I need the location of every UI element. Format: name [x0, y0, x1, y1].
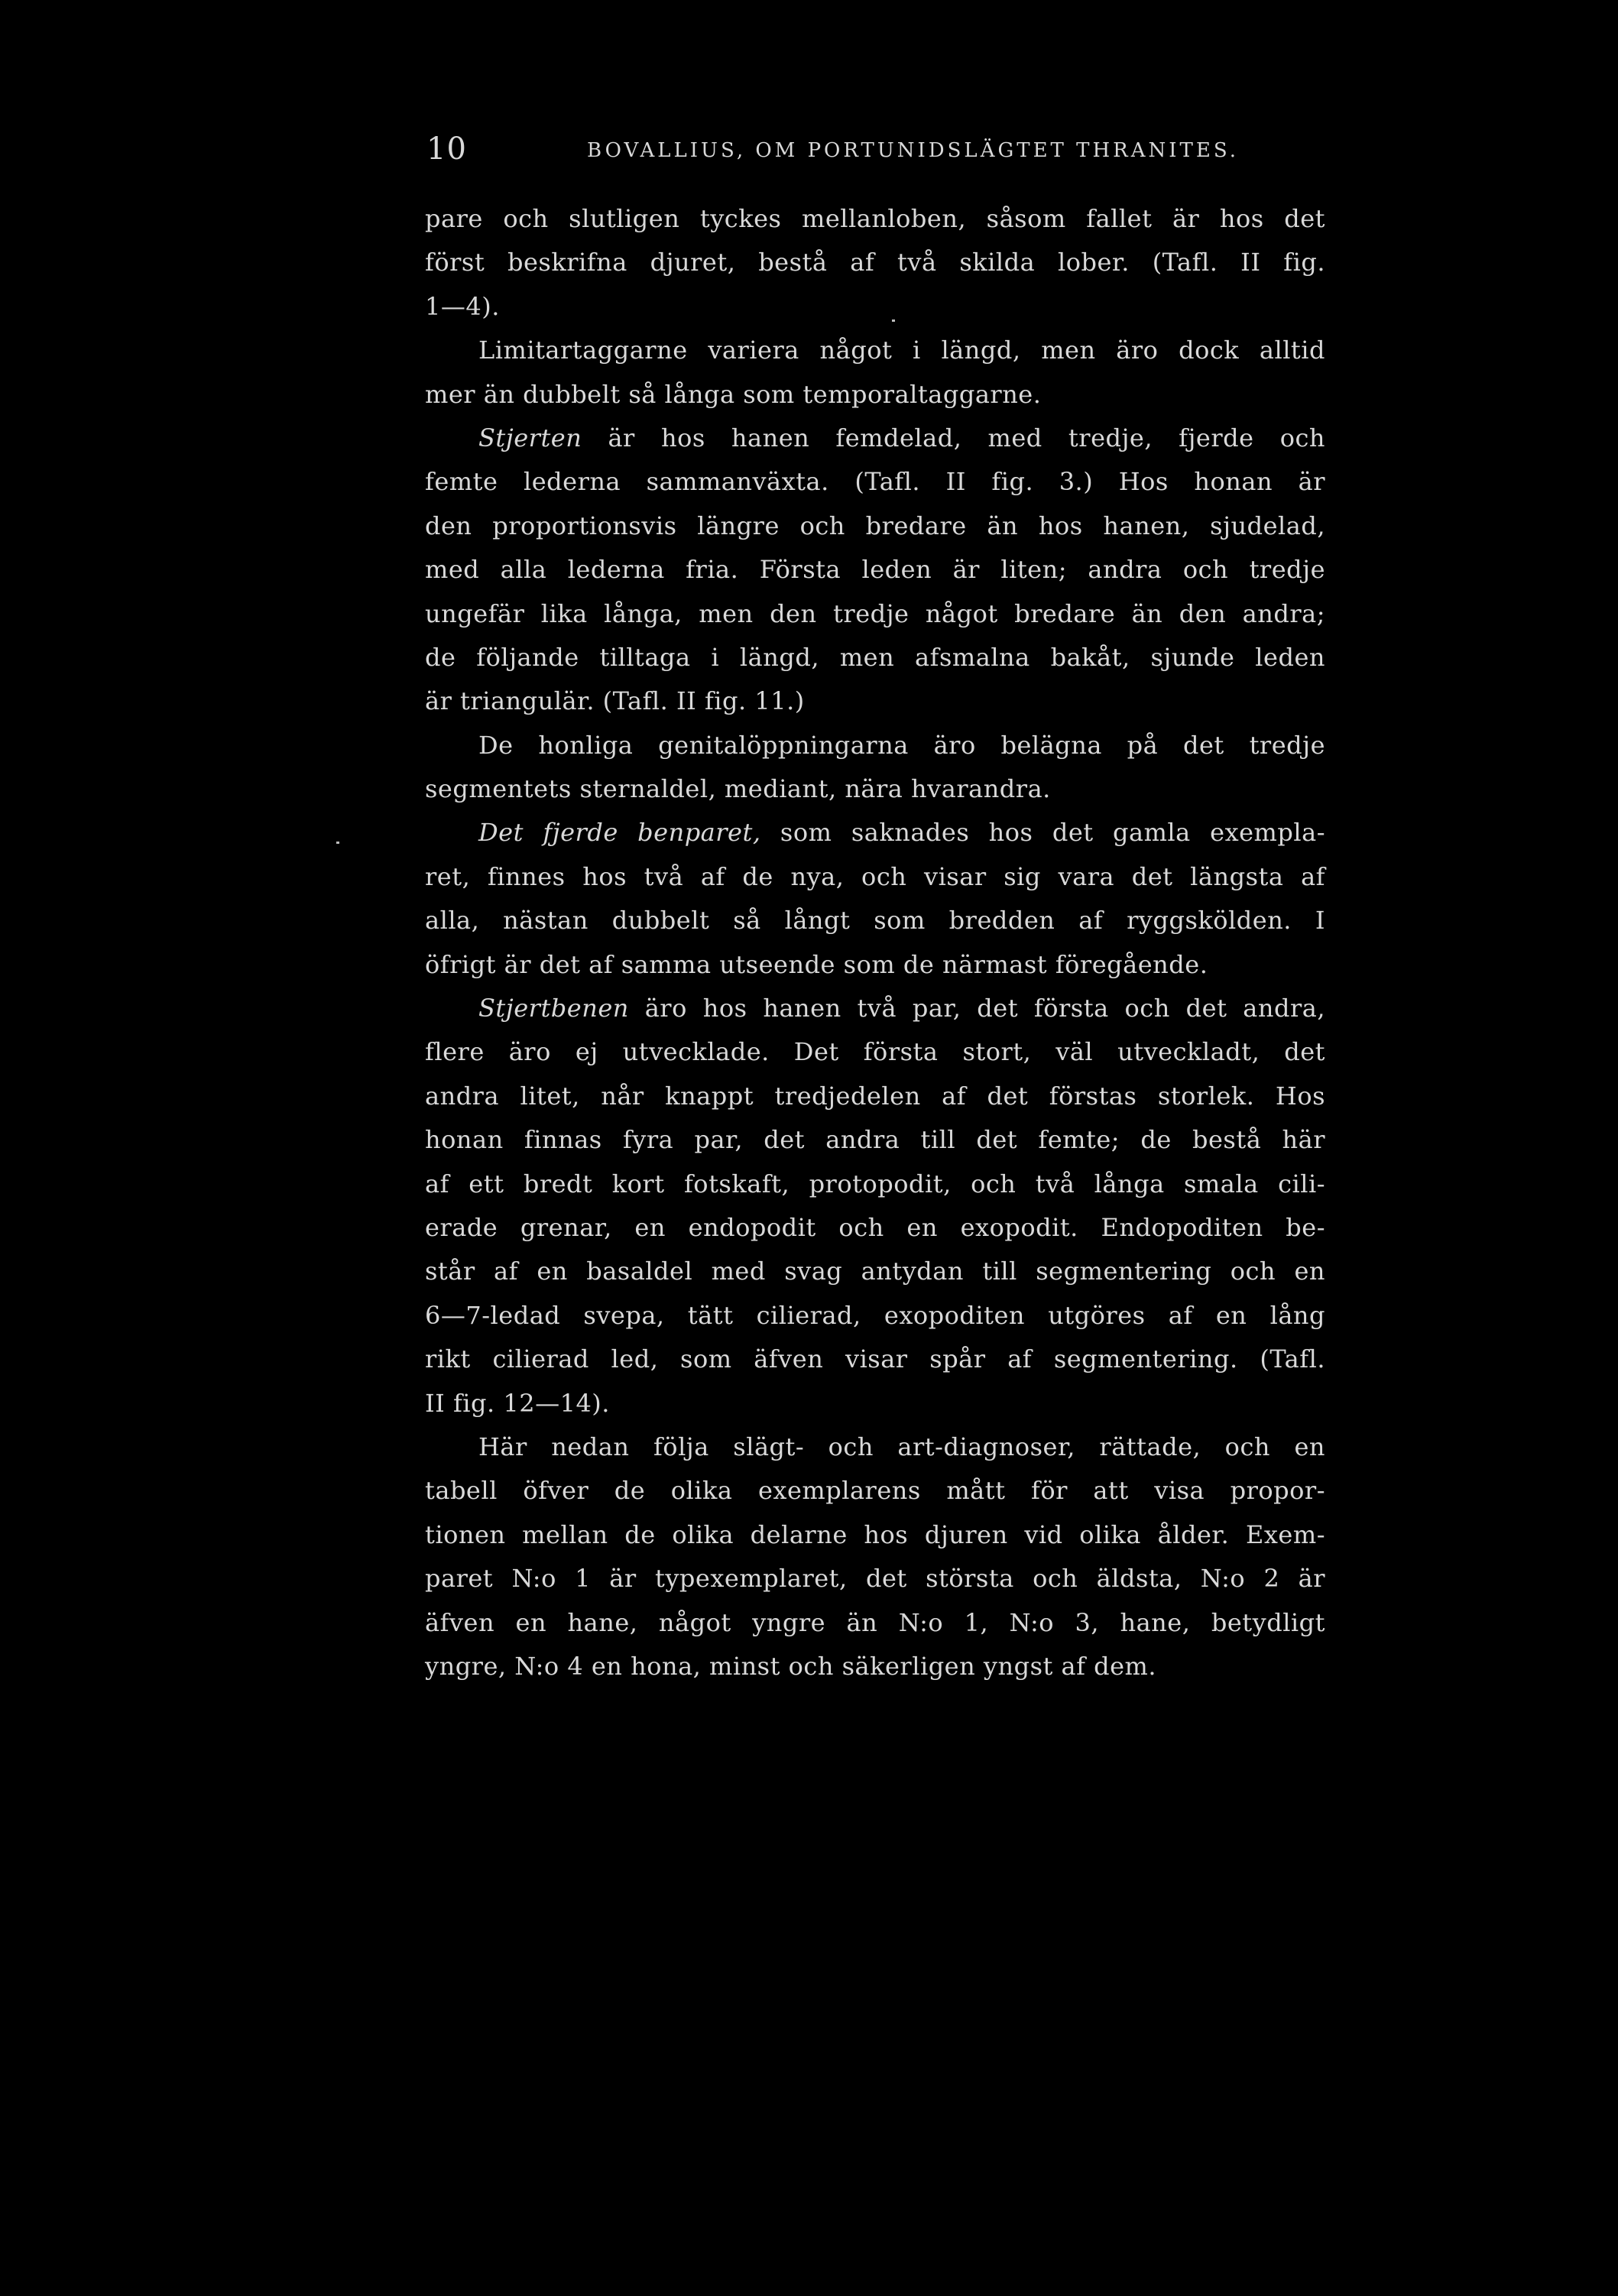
- text-line: [425, 241, 1325, 284]
- line-text: mer än dubbelt så långa som temporaltaggarne.: [425, 379, 1042, 409]
- line-text: andra litet, når knappt tredjedelen af det förstas storlek. Hos: [425, 1081, 1325, 1111]
- line-text: segmentets sternaldel, mediant, nära hvarandra.: [425, 774, 1051, 804]
- text-line: [425, 1645, 1325, 1688]
- text-line: [425, 1338, 1325, 1381]
- text-line: [425, 987, 1325, 1030]
- line-text: äfven en hane, något yngre än N:o 1, N:o 3, hane, betydligt: [425, 1607, 1325, 1637]
- text-line: [425, 1075, 1325, 1118]
- page-number: 10: [426, 131, 467, 167]
- line-text: femte lederna sammanväxta. (Tafl. II fig. 3.) Hos honan är: [425, 467, 1325, 497]
- text-line: [425, 1469, 1325, 1513]
- text-line: [425, 1206, 1325, 1250]
- text-line: [425, 1513, 1325, 1557]
- line-text: af ett bredt kort fotskaft, protopodit, och två långa smala cili-: [425, 1169, 1325, 1198]
- line-text: som saknades hos det gamla exempla-: [760, 818, 1326, 848]
- text-line: [425, 855, 1325, 899]
- text-line: [425, 811, 1325, 855]
- line-text: rikt cilierad led, som äfven visar spår af segmentering. (Tafl.: [425, 1344, 1325, 1374]
- text-line: [425, 1425, 1325, 1469]
- text-line: [425, 899, 1325, 942]
- line-text: ungefär lika långa, men den tredje något bredare än den andra;: [425, 598, 1325, 628]
- line-text: 6—7-ledad svepa, tätt cilierad, exopoditen utgöres af en lång: [425, 1300, 1325, 1330]
- line-text: Här nedan följa slägt- och art-diagnoser, rättade, och en: [478, 1432, 1325, 1461]
- text-line: [425, 724, 1325, 767]
- text-line: [425, 460, 1325, 504]
- text-line: [425, 636, 1325, 679]
- text-line: [425, 1557, 1325, 1600]
- line-text: ret, finnes hos två af de nya, och visar sig vara det längsta af: [425, 861, 1325, 891]
- line-text: yngre, N:o 4 en hona, minst och säkerligen yngst af dem.: [425, 1651, 1157, 1681]
- line-text: 1—4).: [425, 291, 500, 321]
- running-head: [426, 131, 1321, 177]
- line-text: De honliga genitalöppningarna äro belägna på det tredje: [478, 730, 1325, 760]
- body-text: [425, 197, 1325, 1688]
- line-text: de följande tilltaga i längd, men afsmalna bakåt, sjunde leden: [425, 642, 1325, 672]
- italic-term: Stjerten: [478, 423, 582, 452]
- text-line: [425, 548, 1325, 592]
- text-line: [425, 767, 1325, 811]
- text-line: [425, 285, 1325, 329]
- italic-term: Det fjerde benparet,: [478, 818, 761, 848]
- line-text: är hos hanen femdelad, med tredje, fjerde och: [582, 423, 1325, 452]
- line-text: med alla lederna fria. Första leden är liten; andra och tredje: [425, 555, 1325, 585]
- running-title: BOVALLIUS, OM PORTUNIDSLÄGTET THRANITES.: [587, 139, 1240, 162]
- line-text: erade grenar, en endopodit och en exopodit. Endopoditen be-: [425, 1212, 1325, 1242]
- text-line: [425, 417, 1325, 460]
- line-text: honan finnas fyra par, det andra till det femte; de bestå här: [425, 1125, 1325, 1155]
- line-text: alla, nästan dubbelt så långt som bredden af ryggskölden. I: [425, 906, 1325, 936]
- text-line: [425, 1294, 1325, 1338]
- line-text: äro hos hanen två par, det första och det andra,: [628, 994, 1325, 1023]
- text-line: [425, 1118, 1325, 1162]
- text-line: [425, 197, 1325, 241]
- scan-speck: [892, 319, 895, 322]
- line-text: Limitartaggarne variera något i längd, men äro dock alltid: [478, 336, 1325, 365]
- line-text: den proportionsvis längre och bredare än hos hanen, sjudelad,: [425, 511, 1325, 540]
- scan-speck: [336, 842, 339, 844]
- line-text: står af en basaldel med svag antydan till segmentering och en: [425, 1257, 1325, 1286]
- line-text: II fig. 12—14).: [425, 1388, 610, 1418]
- line-text: paret N:o 1 är typexemplaret, det största och äldsta, N:o 2 är: [425, 1564, 1325, 1594]
- line-text: flere äro ej utvecklade. Det första stort, väl utveckladt, det: [425, 1037, 1325, 1067]
- italic-term: Stjertbenen: [478, 994, 629, 1023]
- line-text: först beskrifna djuret, bestå af två skilda lober. (Tafl. II fig.: [425, 248, 1325, 277]
- text-line: [425, 1601, 1325, 1645]
- text-line: [425, 679, 1325, 723]
- text-line: [425, 373, 1325, 417]
- text-line: [425, 1250, 1325, 1293]
- text-line: [425, 504, 1325, 548]
- line-text: öfrigt är det af samma utseende som de närmast föregående.: [425, 949, 1208, 979]
- text-line: [425, 943, 1325, 987]
- line-text: tionen mellan de olika delarne hos djuren vid olika ålder. Exem-: [425, 1519, 1325, 1549]
- text-line: [425, 329, 1325, 372]
- text-line: [425, 1163, 1325, 1206]
- line-text: är triangulär. (Tafl. II fig. 11.): [425, 686, 805, 716]
- text-line: [425, 1382, 1325, 1425]
- line-text: pare och slutligen tyckes mellanloben, såsom fallet är hos det: [425, 204, 1325, 233]
- text-line: [425, 592, 1325, 636]
- line-text: tabell öfver de olika exemplarens mått för att visa propor-: [425, 1476, 1325, 1506]
- text-line: [425, 1030, 1325, 1074]
